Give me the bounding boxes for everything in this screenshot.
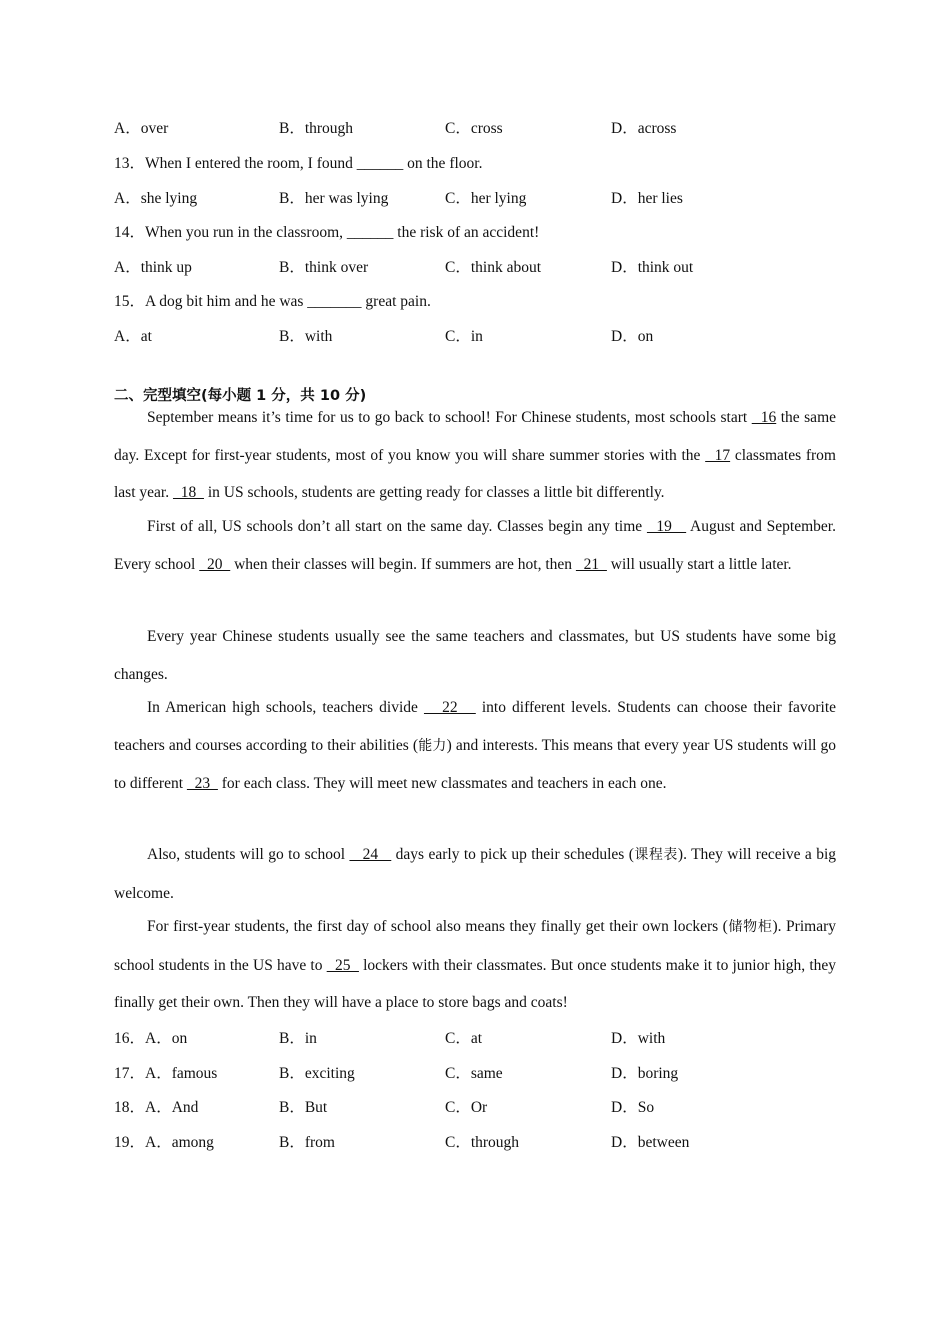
- q13-options: [114, 186, 854, 208]
- chinese-gloss-schedules: 课程表: [633, 847, 678, 863]
- blank-18: 18: [172, 484, 204, 501]
- q18-option-c: C．Or: [445, 1099, 488, 1116]
- q15-option-b: B．with: [279, 328, 333, 345]
- q12-option-a: A．over: [114, 120, 169, 137]
- q19-options: [114, 1130, 854, 1152]
- blank-21: 21: [575, 555, 607, 573]
- blank-19: 19: [646, 518, 687, 535]
- q19-option-d: D．between: [611, 1134, 690, 1151]
- passage-paragraph-3: Every year Chinese students usually see the same teachers and classmates, but US students have some big changes.: [114, 628, 836, 683]
- q13-option-b: B．her was lying: [279, 190, 389, 207]
- p4-text-3: ) and interests. This means that every year US students will go to different: [114, 736, 837, 792]
- q17-options: [114, 1061, 854, 1083]
- q18-option-b: B．But: [279, 1099, 328, 1116]
- p2-text-2: August and September. Every school: [114, 518, 836, 573]
- q19-option-b: B．from: [279, 1134, 335, 1151]
- q18-options: [114, 1095, 854, 1117]
- p6-text-1: For first-year students, the first day of school also means they finally get their own lockers (: [147, 918, 728, 935]
- q16-option-b: B．in: [279, 1030, 317, 1047]
- p5-text-2: days early to pick up their schedules (: [391, 846, 634, 863]
- passage-paragraph-1: [114, 399, 836, 512]
- q14-option-c: C．think about: [445, 259, 542, 276]
- blank-22: 22: [423, 699, 476, 716]
- p4-text-2: into different levels. Students can choose their favorite teachers and courses according to their abilities (: [114, 699, 837, 754]
- q13-option-c: C．her lying: [445, 190, 527, 207]
- q12-option-d: D．across: [611, 120, 677, 137]
- p5-text-3: ). They will receive a big welcome.: [114, 846, 837, 902]
- q19-option-a: 19．A．among: [114, 1134, 214, 1151]
- p1-text-1: September means it’s time for us to go back to school! For Chinese students, most schools start: [147, 409, 752, 426]
- q15-option-c: C．in: [445, 328, 483, 345]
- q15-option-d: D．on: [611, 328, 654, 345]
- section-title: 二、完型填空(每小题 1 分，共 10 分): [114, 388, 367, 404]
- blank-24: 24: [349, 846, 392, 863]
- q16-options: [114, 1026, 854, 1048]
- chinese-gloss-lockers: 储物柜: [727, 919, 773, 935]
- p1-text-2: the same day. Except for first-year students, most of you know you will share summer stories with the: [114, 409, 837, 464]
- q18-option-d: D．So: [611, 1099, 655, 1116]
- q13-option-d: D．her lies: [611, 190, 683, 207]
- q13-option-a: A．she lying: [114, 190, 198, 207]
- blank-23: 23: [186, 775, 218, 792]
- p1-text-3: classmates from last year.: [114, 446, 836, 501]
- q12-option-c: C．cross: [445, 120, 503, 137]
- p6-text-3: lockers with their classmates. But once students make it to junior high, they finally get their own. Then they will have a place to store bags and coats!: [114, 956, 837, 1011]
- q14-options: [114, 255, 854, 277]
- p5-text-1: Also, students will go to school: [147, 846, 350, 863]
- p2-text-1: First of all, US schools don’t all start on the same day. Classes begin any time: [147, 518, 647, 535]
- blank-20: 20: [199, 555, 231, 573]
- passage-paragraph-5: [114, 836, 836, 912]
- q14-option-b: B．think over: [279, 259, 369, 276]
- q15-stem: 15．A dog bit him and he was _______ great pain.: [114, 293, 431, 310]
- q14-option-a: A．think up: [114, 259, 192, 276]
- p6-text-2: ). Primary school students in the US have to: [114, 918, 836, 974]
- passage-paragraph-6: [114, 908, 836, 1022]
- q15-options: [114, 324, 854, 346]
- q12-options: [114, 116, 854, 138]
- chinese-gloss-abilities: 能力: [418, 737, 447, 754]
- p2-text-4: will usually start a little later.: [606, 555, 792, 573]
- q17-option-d: D．boring: [611, 1065, 679, 1082]
- q15-option-a: A．at: [114, 328, 152, 345]
- blank-17: 17: [705, 446, 731, 464]
- p2-text-3: when their classes will begin. If summers are hot, then: [230, 555, 576, 573]
- q18-option-a: 18．A．And: [114, 1099, 199, 1116]
- passage-paragraph-2: [114, 508, 836, 583]
- q14-stem: 14．When you run in the classroom, ______ the risk of an accident!: [114, 224, 540, 241]
- q14-option-d: D．think out: [611, 259, 694, 276]
- q13-stem: 13．When I entered the room, I found ______ on the floor.: [114, 155, 483, 172]
- q12-option-b: B．through: [279, 120, 354, 137]
- passage-paragraph-4: [114, 689, 836, 803]
- q16-option-d: D．with: [611, 1030, 666, 1047]
- q17-option-c: C．same: [445, 1065, 503, 1082]
- p4-text-4: for each class. They will meet new classmates and teachers in each one.: [217, 775, 667, 792]
- q19-option-c: C．through: [445, 1134, 520, 1151]
- q16-option-a: 16．A．on: [114, 1030, 188, 1047]
- q16-option-c: C．at: [445, 1030, 483, 1047]
- blank-25: 25: [326, 956, 359, 974]
- q17-option-a: 17．A．famous: [114, 1065, 218, 1082]
- p4-text-1: In American high schools, teachers divide: [147, 699, 424, 716]
- blank-16: 16: [751, 409, 777, 426]
- p1-text-4: in US schools, students are getting ready for classes a little bit differently.: [203, 484, 665, 501]
- q17-option-b: B．exciting: [279, 1065, 355, 1082]
